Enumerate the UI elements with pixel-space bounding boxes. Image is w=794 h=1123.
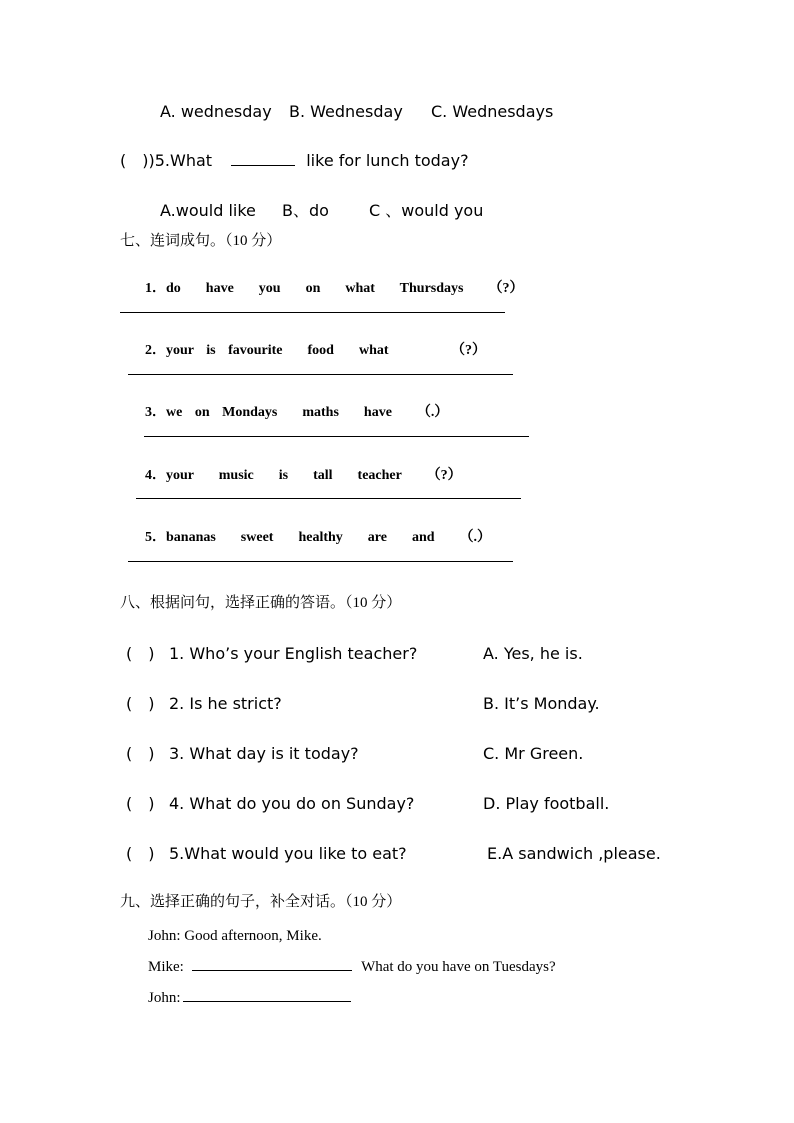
dialogue-line-2: [148, 960, 556, 975]
s7-item-5-words: bananas sweet healthy are and （.）: [166, 530, 492, 545]
s7-item-2: [120, 330, 486, 358]
dialogue-line-3-speaker: John:: [148, 990, 181, 1006]
s7-item-2-words: your is favourite food what （?）: [166, 343, 487, 358]
s7-answer-line-1[interactable]: [120, 312, 505, 313]
q5-text-after: like for lunch today?: [306, 151, 469, 170]
q5-blank[interactable]: [231, 165, 295, 166]
s8-item-1-answer: A. Yes, he is.: [483, 644, 583, 663]
s7-item-1-words: do have you on what Thursdays （?）: [166, 281, 524, 296]
s7-item-1: [120, 268, 523, 296]
s7-item-5-num: 5．: [145, 530, 166, 545]
q5-paren: ( ): [120, 151, 149, 170]
s8-item-1-paren[interactable]: ( ): [126, 644, 155, 663]
s7-item-4-words: your music is tall teacher （?）: [166, 468, 462, 483]
s7-item-3-words: we on Mondays maths have （.）: [166, 405, 449, 420]
section8-heading: 八、根据问句，选择正确的答语。（10 分）: [120, 595, 402, 611]
s8-item-2-question: 2. Is he strict?: [169, 694, 282, 713]
s8-item-3-question: 3. What day is it today?: [169, 744, 359, 763]
s7-answer-line-2[interactable]: [128, 374, 513, 375]
q4-option-c: C. Wednesdays: [431, 102, 554, 121]
dialogue-line-2-speaker: Mike:: [148, 959, 184, 975]
section9-heading: 九、选择正确的句子，补全对话。（10 分）: [120, 894, 402, 910]
s7-item-5: [120, 517, 491, 545]
s8-item-4-paren[interactable]: ( ): [126, 794, 155, 813]
s8-item-4-question: 4. What do you do on Sunday?: [169, 794, 415, 813]
section7-heading: 七、连词成句。（10 分）: [120, 233, 282, 249]
s7-item-2-num: 2．: [145, 343, 166, 358]
q5-row: [120, 153, 469, 169]
s8-item-2-paren[interactable]: ( ): [126, 694, 155, 713]
s7-item-4-num: 4．: [145, 468, 166, 483]
s7-answer-line-4[interactable]: [136, 498, 521, 499]
s7-item-3: [120, 392, 448, 420]
s8-item-5-question: 5.What would you like to eat?: [169, 844, 407, 863]
q4-option-b: B. Wednesday: [289, 102, 403, 121]
dialogue-line-3: [148, 991, 351, 1006]
s8-item-2-answer: B. It’s Monday.: [483, 694, 600, 713]
s7-item-3-num: 3．: [145, 405, 166, 420]
dialogue-blank-1[interactable]: [192, 970, 352, 971]
dialogue-line-1: John: Good afternoon, Mike.: [148, 928, 322, 944]
q5-option-a: A.would like: [160, 201, 256, 220]
s8-item-5-paren[interactable]: ( ): [126, 844, 155, 863]
s7-answer-line-5[interactable]: [128, 561, 513, 562]
s8-item-5-answer: E.A sandwich ,please.: [487, 844, 661, 863]
s8-item-4-answer: D. Play football.: [483, 794, 610, 813]
s7-item-1-num: 1．: [145, 281, 166, 296]
s7-item-4: [120, 455, 462, 483]
s8-item-3-answer: C. Mr Green.: [483, 744, 584, 763]
s7-answer-line-3[interactable]: [144, 436, 529, 437]
dialogue-blank-2[interactable]: [183, 1001, 351, 1002]
q5-text-before: )5.What: [148, 151, 213, 170]
s8-item-1-question: 1. Who’s your English teacher?: [169, 644, 418, 663]
dialogue-line-2-text: What do you have on Tuesdays?: [361, 959, 556, 975]
s8-item-3-paren[interactable]: ( ): [126, 744, 155, 763]
q5-option-b: B、do: [282, 201, 329, 220]
q4-option-a: A. wednesday: [160, 102, 272, 121]
q5-option-c: C 、would you: [369, 201, 484, 220]
